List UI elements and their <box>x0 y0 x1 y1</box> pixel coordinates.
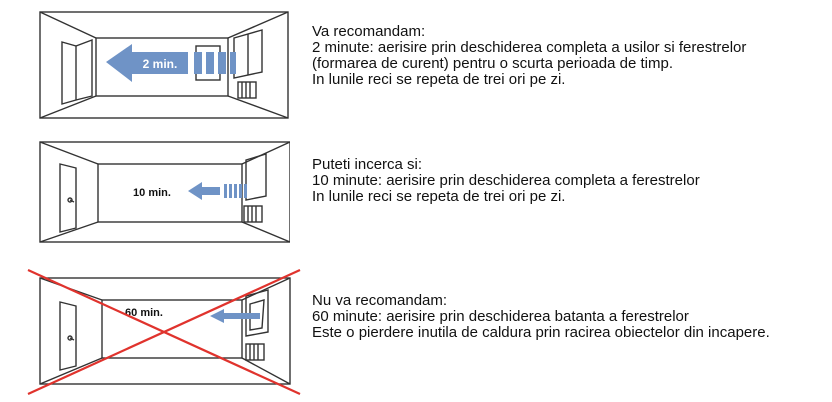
radiator-icon <box>238 82 256 98</box>
recommendation-text <box>312 24 746 88</box>
ventilation-panel-60min <box>0 260 832 402</box>
airflow-arrow <box>188 182 247 200</box>
caption-line: 60 minute: aerisire prin deschiderea batanta a ferestrelor <box>312 308 689 325</box>
caption-line: Puteti incerca si: <box>312 156 423 173</box>
caption-line: In lunile reci se repeta de trei ori pe zi. <box>312 188 566 205</box>
room-diagram-full-draft <box>20 0 290 130</box>
caption-line: Va recomandam: <box>312 23 426 40</box>
room-diagram-tilted-window <box>20 260 310 402</box>
duration-label: 2 min. <box>142 57 178 71</box>
caption-line: In lunile reci se repeta de trei ori pe zi. <box>312 71 566 88</box>
caption-line: 10 minute: aerisire prin deschiderea completa a ferestrelor <box>312 172 700 189</box>
door-icon <box>62 42 76 104</box>
ventilation-panel-10min <box>0 130 832 260</box>
room-diagram-window-open <box>20 130 290 260</box>
ventilation-panel-2min <box>0 0 832 130</box>
door-icon <box>60 302 76 370</box>
duration-label: 60 min. <box>125 307 163 319</box>
door-icon <box>60 164 76 232</box>
radiator-icon <box>246 344 264 360</box>
caption-line: Nu va recomandam: <box>312 292 448 309</box>
not-recommended-cross <box>28 270 300 394</box>
caption-line: 2 minute: aerisire prin deschiderea completa a usilor si ferestrelor <box>312 39 747 56</box>
recommendation-text <box>312 293 770 341</box>
airflow-arrow <box>210 309 260 323</box>
caption-line: (formarea de curent) pentru o scurta perioada de timp. <box>312 55 674 72</box>
recommendation-text <box>312 157 700 205</box>
duration-label: 10 min. <box>133 187 171 199</box>
radiator-icon <box>244 206 262 222</box>
caption-line: Este o pierdere inutila de caldura prin racirea obiectelor din incapere. <box>312 324 770 341</box>
